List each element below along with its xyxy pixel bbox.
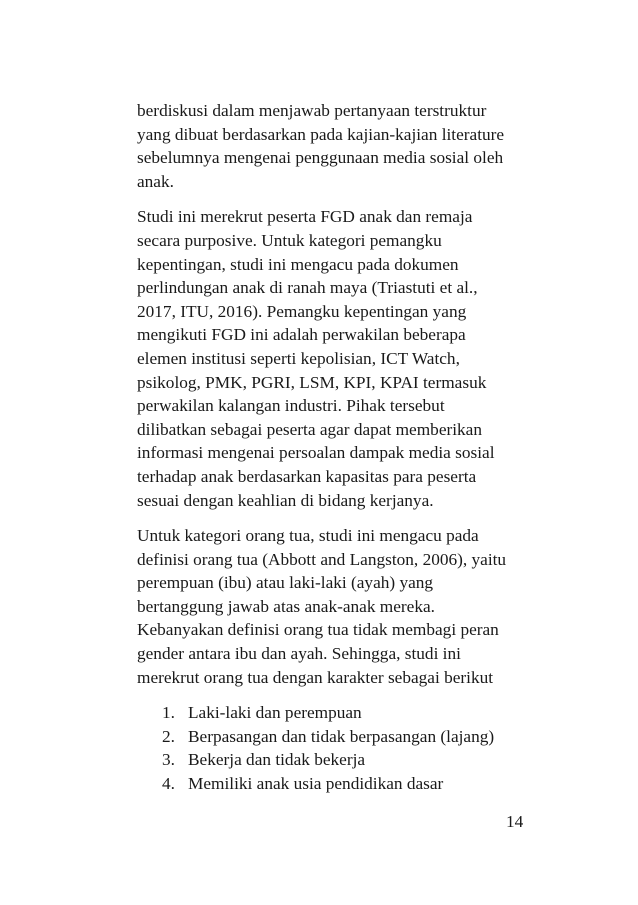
text-line: secara purposive. Untuk kategori pemangku xyxy=(137,230,442,250)
text-line: perwakilan kalangan industri. Pihak tersebut xyxy=(137,396,445,416)
list-number: 1. xyxy=(162,703,175,723)
paragraph-3 xyxy=(137,524,537,689)
text-line: 2017, ITU, 2016). Pemangku kepentingan yang xyxy=(137,301,467,321)
paragraph-2 xyxy=(137,205,537,512)
list-item-text: Berpasangan dan tidak berpasangan (lajang) xyxy=(188,726,495,746)
list-item xyxy=(137,725,537,749)
text-line: bertanggung jawab atas anak-anak mereka. xyxy=(137,596,435,616)
text-line: Kebanyakan definisi orang tua tidak membagi peran xyxy=(137,620,499,640)
text-line: psikolog, PMK, PGRI, LSM, KPI, KPAI termasuk xyxy=(137,372,487,392)
text-line: berdiskusi dalam menjawab pertanyaan terstruktur xyxy=(137,101,487,120)
criteria-list xyxy=(137,701,537,795)
list-item xyxy=(137,748,537,772)
page-number: 14 xyxy=(506,812,524,831)
text-line: informasi mengenai persoalan dampak media sosial xyxy=(137,443,495,463)
text-line: dilibatkan sebagai peserta agar dapat memberikan xyxy=(137,419,482,439)
text-line: definisi orang tua (Abbott and Langston, 2006), yaitu xyxy=(137,549,507,569)
list-item xyxy=(137,701,537,725)
text-line: perlindungan anak di ranah maya (Triastuti et al., xyxy=(137,278,478,298)
list-number: 2. xyxy=(162,726,175,746)
text-line: perempuan (ibu) atau laki-laki (ayah) yang xyxy=(137,573,434,593)
text-line: anak. xyxy=(137,171,174,191)
text-line: sesuai dengan keahlian di bidang kerjanya. xyxy=(137,490,434,510)
text-line: terhadap anak berdasarkan kapasitas para peserta xyxy=(137,466,477,486)
text-line: yang dibuat berdasarkan pada kajian-kajian literature xyxy=(137,124,505,144)
paragraph-1 xyxy=(137,99,537,193)
text-line: sebelumnya mengenai penggunaan media sosial oleh xyxy=(137,148,504,168)
list-item xyxy=(137,772,537,796)
text-line: Untuk kategori orang tua, studi ini mengacu pada xyxy=(137,526,479,546)
list-item-text: Memiliki anak usia pendidikan dasar xyxy=(188,774,444,794)
text-line: Studi ini merekrut peserta FGD anak dan remaja xyxy=(137,207,473,227)
list-item-text: Bekerja dan tidak bekerja xyxy=(188,750,366,770)
page-body xyxy=(137,99,537,796)
list-number: 3. xyxy=(162,750,175,770)
list-number: 4. xyxy=(162,774,175,794)
text-line: gender antara ibu dan ayah. Sehingga, studi ini xyxy=(137,644,461,664)
text-line: kepentingan, studi ini mengacu pada dokumen xyxy=(137,254,459,274)
text-line: elemen institusi seperti kepolisian, ICT Watch, xyxy=(137,348,460,368)
text-line: mengikuti FGD ini adalah perwakilan beberapa xyxy=(137,325,466,345)
list-item-text: Laki-laki dan perempuan xyxy=(188,703,362,723)
text-line: merekrut orang tua dengan karakter sebagai berikut xyxy=(137,667,494,687)
